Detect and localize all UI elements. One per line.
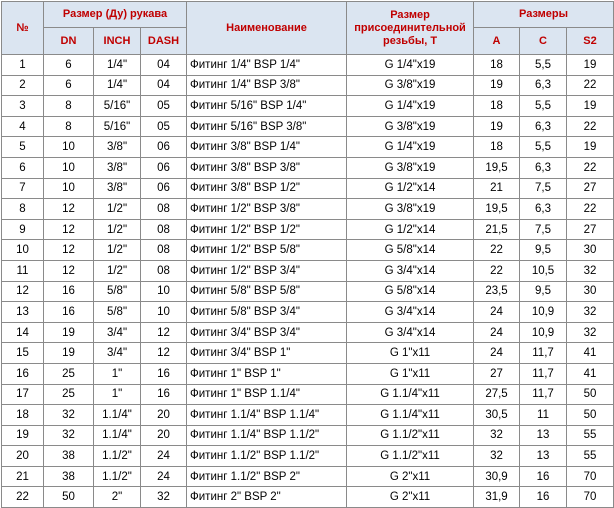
cell-name: Фитинг 5/16" BSP 1/4" <box>187 96 347 117</box>
cell-s2: 22 <box>567 116 614 137</box>
cell-a: 27 <box>474 363 520 384</box>
cell-s2: 32 <box>567 322 614 343</box>
cell-inch: 1/2" <box>94 199 141 220</box>
cell-s2: 70 <box>567 466 614 487</box>
cell-num: 1 <box>2 55 44 76</box>
cell-thread: G 1/4"x19 <box>347 96 474 117</box>
cell-thread: G 3/4"x14 <box>347 302 474 323</box>
cell-thread: G 1.1/4"x11 <box>347 384 474 405</box>
header-dash: DASH <box>141 28 187 55</box>
cell-dn: 32 <box>44 405 94 426</box>
table-body <box>2 55 614 508</box>
cell-inch: 1/4" <box>94 75 141 96</box>
cell-dash: 04 <box>141 75 187 96</box>
cell-a: 24 <box>474 322 520 343</box>
table-header <box>2 2 614 55</box>
cell-s2: 27 <box>567 178 614 199</box>
cell-a: 30,5 <box>474 405 520 426</box>
cell-dn: 32 <box>44 425 94 446</box>
cell-a: 24 <box>474 343 520 364</box>
cell-c: 6,3 <box>520 199 567 220</box>
cell-num: 11 <box>2 260 44 281</box>
cell-s2: 55 <box>567 425 614 446</box>
cell-dn: 16 <box>44 281 94 302</box>
cell-num: 19 <box>2 425 44 446</box>
cell-s2: 30 <box>567 281 614 302</box>
cell-c: 10,5 <box>520 260 567 281</box>
cell-name: Фитинг 3/4" BSP 1" <box>187 343 347 364</box>
table-row <box>2 75 614 96</box>
cell-name: Фитинг 5/16" BSP 3/8" <box>187 116 347 137</box>
cell-thread: G 2"x11 <box>347 466 474 487</box>
cell-dash: 20 <box>141 405 187 426</box>
cell-dash: 10 <box>141 281 187 302</box>
cell-inch: 1/2" <box>94 260 141 281</box>
cell-name: Фитинг 1.1/2" BSP 2" <box>187 466 347 487</box>
cell-inch: 1/4" <box>94 55 141 76</box>
cell-inch: 2" <box>94 487 141 508</box>
table-row <box>2 260 614 281</box>
cell-inch: 1/2" <box>94 240 141 261</box>
header-c: C <box>520 28 567 55</box>
cell-thread: G 3/8"x19 <box>347 116 474 137</box>
cell-dash: 24 <box>141 466 187 487</box>
cell-c: 7,5 <box>520 178 567 199</box>
cell-c: 16 <box>520 466 567 487</box>
cell-inch: 1/2" <box>94 219 141 240</box>
cell-dash: 20 <box>141 425 187 446</box>
cell-dash: 08 <box>141 219 187 240</box>
cell-thread: G 1.1/2"x11 <box>347 425 474 446</box>
cell-dn: 8 <box>44 116 94 137</box>
cell-inch: 5/16" <box>94 96 141 117</box>
cell-dash: 32 <box>141 487 187 508</box>
cell-c: 6,3 <box>520 157 567 178</box>
cell-c: 10,9 <box>520 322 567 343</box>
cell-num: 8 <box>2 199 44 220</box>
cell-dash: 05 <box>141 96 187 117</box>
cell-dn: 12 <box>44 260 94 281</box>
cell-inch: 3/4" <box>94 322 141 343</box>
cell-num: 18 <box>2 405 44 426</box>
cell-num: 5 <box>2 137 44 158</box>
cell-s2: 22 <box>567 157 614 178</box>
cell-a: 23,5 <box>474 281 520 302</box>
cell-num: 13 <box>2 302 44 323</box>
cell-num: 7 <box>2 178 44 199</box>
cell-dn: 50 <box>44 487 94 508</box>
header-sizes: Размеры <box>474 2 614 28</box>
cell-num: 16 <box>2 363 44 384</box>
header-a: A <box>474 28 520 55</box>
cell-c: 6,3 <box>520 116 567 137</box>
header-hose-size: Размер (Ду) рукава <box>44 2 187 28</box>
cell-name: Фитинг 1/2" BSP 5/8" <box>187 240 347 261</box>
cell-s2: 22 <box>567 199 614 220</box>
cell-inch: 1.1/2" <box>94 446 141 467</box>
cell-inch: 1" <box>94 363 141 384</box>
cell-name: Фитинг 3/8" BSP 1/2" <box>187 178 347 199</box>
table-row <box>2 302 614 323</box>
cell-c: 5,5 <box>520 96 567 117</box>
cell-a: 19 <box>474 116 520 137</box>
cell-inch: 1" <box>94 384 141 405</box>
cell-num: 15 <box>2 343 44 364</box>
cell-c: 11,7 <box>520 384 567 405</box>
table-row <box>2 157 614 178</box>
cell-dn: 12 <box>44 199 94 220</box>
cell-num: 2 <box>2 75 44 96</box>
cell-a: 19,5 <box>474 157 520 178</box>
cell-thread: G 3/8"x19 <box>347 75 474 96</box>
cell-name: Фитинг 1/2" BSP 1/2" <box>187 219 347 240</box>
cell-name: Фитинг 1/4" BSP 1/4" <box>187 55 347 76</box>
cell-dash: 24 <box>141 446 187 467</box>
cell-thread: G 3/8"x19 <box>347 199 474 220</box>
cell-c: 11 <box>520 405 567 426</box>
cell-dash: 04 <box>141 55 187 76</box>
cell-dash: 16 <box>141 363 187 384</box>
cell-a: 19 <box>474 75 520 96</box>
cell-thread: G 5/8"x14 <box>347 240 474 261</box>
cell-dn: 19 <box>44 322 94 343</box>
cell-dash: 10 <box>141 302 187 323</box>
cell-dash: 08 <box>141 240 187 261</box>
cell-inch: 1.1/4" <box>94 405 141 426</box>
cell-a: 21,5 <box>474 219 520 240</box>
table-row <box>2 96 614 117</box>
cell-dn: 25 <box>44 384 94 405</box>
cell-s2: 30 <box>567 240 614 261</box>
cell-inch: 5/8" <box>94 281 141 302</box>
cell-dn: 10 <box>44 178 94 199</box>
cell-a: 22 <box>474 240 520 261</box>
cell-s2: 19 <box>567 96 614 117</box>
header-inch: INCH <box>94 28 141 55</box>
cell-name: Фитинг 3/4" BSP 3/4" <box>187 322 347 343</box>
cell-s2: 32 <box>567 302 614 323</box>
cell-dn: 19 <box>44 343 94 364</box>
fittings-spec-table <box>1 1 614 508</box>
cell-c: 10,9 <box>520 302 567 323</box>
cell-dn: 16 <box>44 302 94 323</box>
cell-num: 3 <box>2 96 44 117</box>
cell-name: Фитинг 1/4" BSP 3/8" <box>187 75 347 96</box>
cell-a: 18 <box>474 55 520 76</box>
cell-a: 22 <box>474 260 520 281</box>
cell-s2: 32 <box>567 260 614 281</box>
cell-a: 27,5 <box>474 384 520 405</box>
cell-s2: 41 <box>567 343 614 364</box>
cell-thread: G 1.1/2"x11 <box>347 446 474 467</box>
cell-thread: G 1/2"x14 <box>347 178 474 199</box>
cell-a: 18 <box>474 137 520 158</box>
cell-a: 24 <box>474 302 520 323</box>
table-row <box>2 425 614 446</box>
cell-s2: 70 <box>567 487 614 508</box>
cell-dn: 6 <box>44 55 94 76</box>
cell-a: 30,9 <box>474 466 520 487</box>
cell-thread: G 5/8"x14 <box>347 281 474 302</box>
cell-num: 6 <box>2 157 44 178</box>
table-row <box>2 405 614 426</box>
cell-dn: 25 <box>44 363 94 384</box>
cell-c: 13 <box>520 425 567 446</box>
cell-name: Фитинг 1.1/4" BSP 1.1/2" <box>187 425 347 446</box>
cell-name: Фитинг 1.1/4" BSP 1.1/4" <box>187 405 347 426</box>
cell-inch: 3/8" <box>94 137 141 158</box>
cell-dash: 16 <box>141 384 187 405</box>
cell-inch: 1.1/2" <box>94 466 141 487</box>
cell-thread: G 1/4"x19 <box>347 137 474 158</box>
table-row <box>2 384 614 405</box>
table-row <box>2 466 614 487</box>
cell-dash: 08 <box>141 199 187 220</box>
cell-name: Фитинг 5/8" BSP 3/4" <box>187 302 347 323</box>
table-row <box>2 240 614 261</box>
cell-dash: 12 <box>141 322 187 343</box>
cell-dn: 38 <box>44 466 94 487</box>
cell-inch: 5/8" <box>94 302 141 323</box>
cell-num: 20 <box>2 446 44 467</box>
cell-num: 22 <box>2 487 44 508</box>
cell-c: 5,5 <box>520 55 567 76</box>
cell-name: Фитинг 3/8" BSP 3/8" <box>187 157 347 178</box>
cell-thread: G 2"x11 <box>347 487 474 508</box>
cell-thread: G 1/4"x19 <box>347 55 474 76</box>
cell-inch: 5/16" <box>94 116 141 137</box>
cell-c: 11,7 <box>520 363 567 384</box>
cell-thread: G 1"x11 <box>347 363 474 384</box>
cell-c: 9,5 <box>520 281 567 302</box>
table-row <box>2 446 614 467</box>
cell-a: 32 <box>474 446 520 467</box>
header-num: № <box>2 2 44 55</box>
table-row <box>2 363 614 384</box>
cell-thread: G 3/4"x14 <box>347 322 474 343</box>
cell-name: Фитинг 1/2" BSP 3/4" <box>187 260 347 281</box>
cell-num: 12 <box>2 281 44 302</box>
cell-dn: 8 <box>44 96 94 117</box>
cell-num: 4 <box>2 116 44 137</box>
cell-num: 9 <box>2 219 44 240</box>
cell-thread: G 1.1/4"x11 <box>347 405 474 426</box>
table-row <box>2 116 614 137</box>
cell-thread: G 1"x11 <box>347 343 474 364</box>
cell-thread: G 1/2"x14 <box>347 219 474 240</box>
table-row <box>2 55 614 76</box>
cell-a: 31,9 <box>474 487 520 508</box>
cell-name: Фитинг 1" BSP 1.1/4" <box>187 384 347 405</box>
cell-inch: 3/8" <box>94 157 141 178</box>
cell-c: 6,3 <box>520 75 567 96</box>
cell-a: 19,5 <box>474 199 520 220</box>
cell-dash: 06 <box>141 157 187 178</box>
cell-dn: 6 <box>44 75 94 96</box>
cell-c: 11,7 <box>520 343 567 364</box>
table-row <box>2 137 614 158</box>
header-thread-size: Размер присоединительной резьбы, Т <box>347 2 474 55</box>
table-row <box>2 343 614 364</box>
cell-name: Фитинг 2" BSP 2" <box>187 487 347 508</box>
cell-inch: 3/4" <box>94 343 141 364</box>
cell-dn: 10 <box>44 157 94 178</box>
cell-dash: 12 <box>141 343 187 364</box>
table-row <box>2 487 614 508</box>
cell-a: 32 <box>474 425 520 446</box>
cell-c: 7,5 <box>520 219 567 240</box>
cell-inch: 3/8" <box>94 178 141 199</box>
cell-name: Фитинг 1/2" BSP 3/8" <box>187 199 347 220</box>
table-row <box>2 281 614 302</box>
cell-num: 21 <box>2 466 44 487</box>
cell-s2: 22 <box>567 75 614 96</box>
cell-a: 18 <box>474 96 520 117</box>
cell-a: 21 <box>474 178 520 199</box>
cell-c: 16 <box>520 487 567 508</box>
cell-dash: 05 <box>141 116 187 137</box>
cell-dn: 12 <box>44 240 94 261</box>
cell-inch: 1.1/4" <box>94 425 141 446</box>
cell-dash: 06 <box>141 137 187 158</box>
cell-s2: 50 <box>567 384 614 405</box>
cell-c: 5,5 <box>520 137 567 158</box>
cell-s2: 50 <box>567 405 614 426</box>
cell-num: 10 <box>2 240 44 261</box>
cell-s2: 27 <box>567 219 614 240</box>
cell-name: Фитинг 1.1/2" BSP 1.1/2" <box>187 446 347 467</box>
cell-s2: 19 <box>567 137 614 158</box>
cell-s2: 41 <box>567 363 614 384</box>
cell-dash: 08 <box>141 260 187 281</box>
cell-name: Фитинг 5/8" BSP 5/8" <box>187 281 347 302</box>
cell-c: 9,5 <box>520 240 567 261</box>
table-row <box>2 322 614 343</box>
table-row <box>2 178 614 199</box>
cell-dn: 12 <box>44 219 94 240</box>
cell-dn: 10 <box>44 137 94 158</box>
cell-thread: G 3/4"x14 <box>347 260 474 281</box>
cell-s2: 55 <box>567 446 614 467</box>
cell-num: 14 <box>2 322 44 343</box>
cell-name: Фитинг 3/8" BSP 1/4" <box>187 137 347 158</box>
table-row <box>2 219 614 240</box>
table-row <box>2 199 614 220</box>
cell-thread: G 3/8"x19 <box>347 157 474 178</box>
cell-num: 17 <box>2 384 44 405</box>
cell-s2: 19 <box>567 55 614 76</box>
cell-dn: 38 <box>44 446 94 467</box>
cell-name: Фитинг 1" BSP 1" <box>187 363 347 384</box>
header-name: Наименование <box>187 2 347 55</box>
cell-c: 13 <box>520 446 567 467</box>
header-s2: S2 <box>567 28 614 55</box>
cell-dash: 06 <box>141 178 187 199</box>
header-dn: DN <box>44 28 94 55</box>
